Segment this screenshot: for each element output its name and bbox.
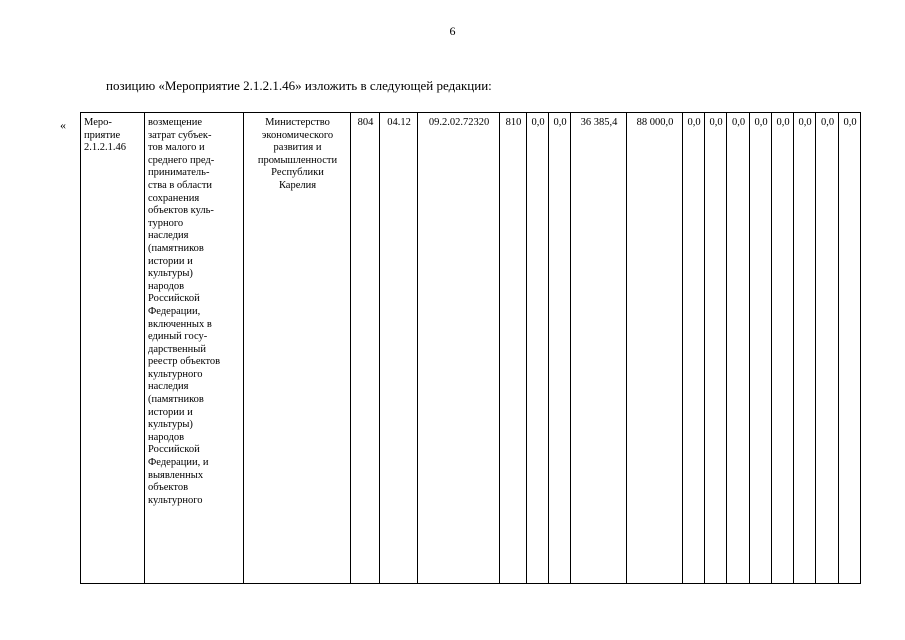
activity-table [80,112,861,584]
cell-value-5: 0,0 [683,113,705,584]
cell-value-11: 0,0 [816,113,839,584]
cell-value-6: 0,0 [705,113,727,584]
cell-value-3: 36 385,4 [571,113,627,584]
cell-value-9: 0,0 [772,113,794,584]
table-row [81,113,861,584]
cell-activity-description: возмещение затрат субъек- тов малого и среднего пред- приниматель- ства в области сохранения объектов куль- турного наследия (памятников истории и культуры) народов Российской Федерации, включенных в единый госу- дарственный реестр объектов культурного наследия (памятников истории и культуры) народов Российской Федерации, и выявленных объектов культурного [145,113,244,584]
cell-value-8: 0,0 [750,113,772,584]
cell-rzpr: 04.12 [380,113,418,584]
intro-text: позицию «Мероприятие 2.1.2.1.46» изложить в следующей редакции: [106,78,492,93]
cell-value-4: 88 000,0 [627,113,683,584]
cell-grbs: 804 [351,113,380,584]
cell-value-10: 0,0 [794,113,816,584]
cell-value-1: 0,0 [527,113,549,584]
page-number: 6 [449,24,456,38]
cell-value-7: 0,0 [727,113,750,584]
cell-vr: 810 [500,113,527,584]
cell-activity-name: Меро- приятие 2.1.2.1.46 [81,113,145,584]
opening-quote: « [60,118,66,132]
cell-responsible: Министерство экономического развития и промышленности Республики Карелия [244,113,351,584]
cell-value-2: 0,0 [549,113,571,584]
cell-value-12: 0,0 [839,113,861,584]
cell-csr: 09.2.02.72320 [418,113,500,584]
